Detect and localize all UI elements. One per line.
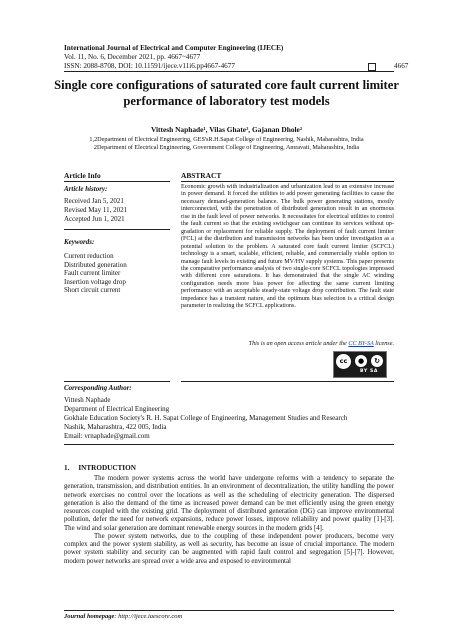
- license-link[interactable]: CC BY-SA: [348, 340, 374, 347]
- intro-paragraph: The modern power systems across the world have undergone reforms with a tendency to separate the generation, transmission, and distribution entities. In an environment of decentralization, the utility handling the power network exercises no control over the locations as well as the scheduling of electricity generation. The dispersed generation is also the demand of the time as increased power demand can be met efficiently using the green energy resources coupled with the existing grid. The deployment of distributed generation (DG) can improve environmental pollution, defer the need for network expansions, reduce power losses, improve reliability and power quality [1]-[3]. The wind and solar generation are dominant renewable energy sources in the modern grids [4].: [64, 475, 394, 532]
- corr-email[interactable]: Email: vrnaphade@gmail.com: [64, 432, 150, 440]
- keyword-item: Short circuit current: [64, 286, 121, 294]
- intro-paragraph: The power system networks, due to the coupling of these independent power producers, become very complex and the power system stability, as well as security, has become an issue of crucial importance. The modern power system stability and security can be augmented with rapid fault control and segregation [5]-[7]. However, modern power networks are spread over a wide area and exposed to environmental: [64, 532, 394, 565]
- journal-volume: Vol. 11, No. 6, December 2021, pp. 4667~4677: [64, 53, 201, 61]
- license-line: This is an open access article under the CC BY-SA license.: [248, 340, 394, 347]
- history-heading: Article history:: [64, 185, 108, 193]
- history-received: Received Jan 5, 2021: [64, 197, 124, 205]
- cc-license-badge[interactable]: [333, 351, 387, 378]
- page-number: 4667: [394, 62, 409, 70]
- affiliation-1: 1,2Department of Electrical Engineering, GES'sR.H.Sapat College of Engineering, Nashik, Maharashtra, India: [89, 136, 364, 143]
- intro-body: [64, 475, 394, 566]
- journal-homepage[interactable]: Journal homepage: http://ijece.iaescore.com: [64, 613, 183, 620]
- keyword-item: Fault current limiter: [64, 269, 121, 277]
- article-info-bottom-rule: [64, 381, 170, 382]
- history-revised: Revised May 11, 2021: [64, 206, 128, 214]
- article-info-rule: [64, 181, 170, 182]
- journal-issn: ISSN: 2088-8708, DOI: 10.11591/ijece.v11i6.pp4667-4677: [64, 62, 235, 70]
- corr-name: Vittesh Naphade: [64, 396, 111, 404]
- authors: Vittesh Naphade¹, Vilas Ghate², Gajanan Dhole²: [150, 125, 303, 134]
- keyword-item: Current reduction: [64, 252, 114, 260]
- history-accepted: Accepted Jun 1, 2021: [64, 215, 125, 223]
- corr-department: Department of Electrical Engineering: [64, 405, 170, 413]
- corr-address: Nashik, Maharashtra, 422 005, India: [64, 423, 167, 431]
- page-marker-icon: [368, 63, 376, 71]
- affiliation-2: 2Department of Electrical Engineering, Government College of Engineering, Amravati, Maharashtra, India: [93, 144, 360, 151]
- corresponding-heading: Corresponding Author:: [64, 384, 132, 392]
- article-info-heading: Article Info: [64, 171, 101, 180]
- keyword-item: Distributed generation: [64, 260, 127, 269]
- footer-rule: [64, 610, 394, 611]
- abstract-text: Economic growth with industrialization and urbanization lead to an extensive increase in power demand. It forced the utilities to add power generating facilities to cause the necessary demand-generation balance. The bulk power generating stations, mostly interconnected, with the penetration of distributed generation result in an enormous rise in the fault level of power networks. It necessitates for electrical utilities to control the fault current so that the existing switchgear can continue its services without up-gradation or replacement for reliable supply. The deployment of fault current limiter (FCL) at the distribution and transmission networks has been under investigation as a potential solution to the problem. A saturated core fault current limiter (SCFCL) technology is a smart, scalable, efficient, reliable, and commercially viable option to manage fault levels in existing and future MV/HV supply systems. This paper presents the comparative performance analysis of two single-core SCFCL topologies impressed with different core saturations. It has demonstrated that the single AC winding configuration needs more bias power for affecting the same current limiting performance with an acceptable steady-state voltage drop contribution. The fault state impedance has a transient nature, and the optimum bias selection is a critical design parameter in realizing the SCFCL applications.: [181, 184, 394, 310]
- cc-icon: cc: [336, 354, 351, 369]
- abstract-heading: ABSTRACT: [181, 171, 222, 180]
- history-rule: [64, 229, 170, 230]
- header-rule: [64, 71, 394, 72]
- keyword-item: Insertion voltage drop: [64, 277, 126, 286]
- abstract-bottom-rule: [181, 381, 394, 382]
- badge-label: BY SA: [359, 369, 379, 374]
- journal-name: International Journal of Electrical and Computer Engineering (IJECE): [64, 44, 284, 52]
- share-alike-icon: ↻: [371, 355, 383, 367]
- abstract-rule: [181, 181, 394, 182]
- by-attribution-icon: ●: [355, 355, 367, 367]
- corr-institution: Gokhale Education Society's R. H. Sapat College of Engineering, Management Studies and Research: [64, 414, 348, 422]
- corresponding-rule: [64, 444, 394, 445]
- section-heading: 1. INTRODUCTION: [64, 464, 136, 472]
- paper-title: Single core configurations of saturated core fault current limiter performance of laboratory test models: [54, 78, 399, 108]
- keywords-heading: Keywords:: [64, 238, 95, 246]
